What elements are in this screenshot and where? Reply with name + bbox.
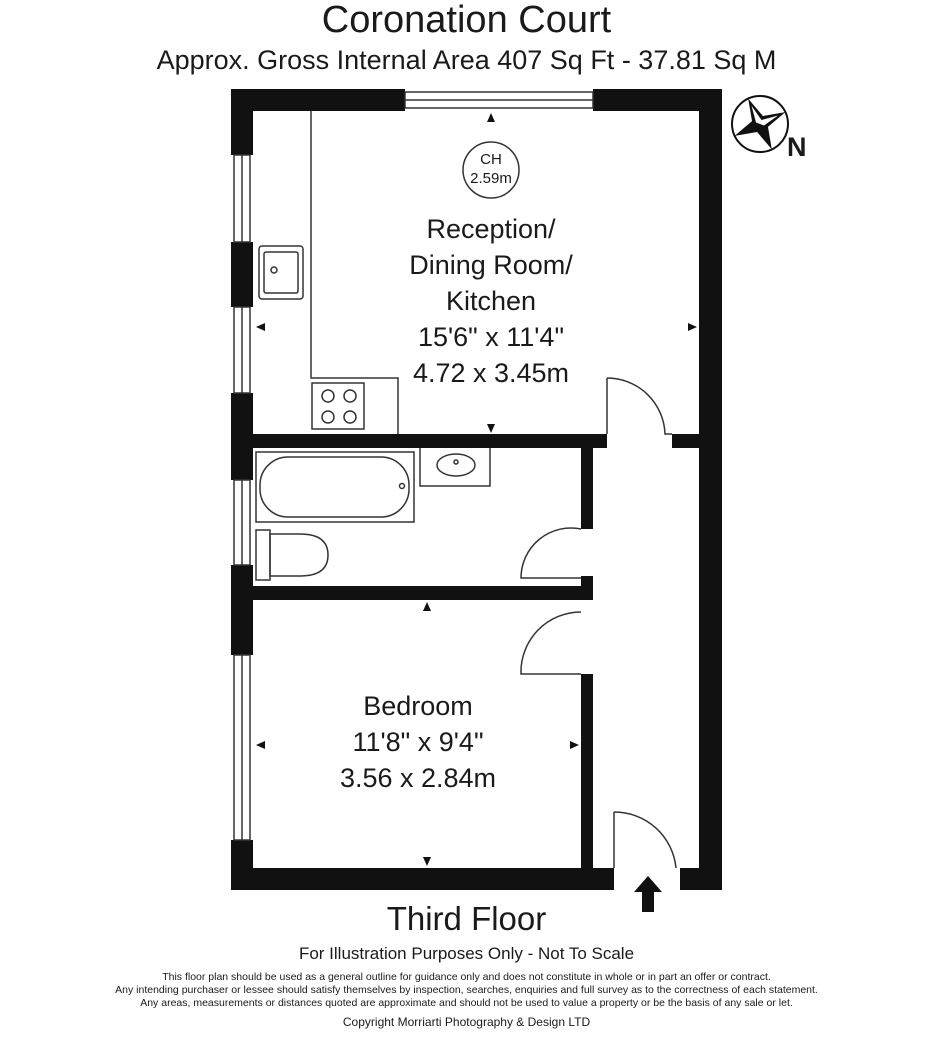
disclaimer-line-3: Any areas, measurements or distances quoted are approximate and should not be used to value a property or be the basis of any sale or let. [140, 997, 793, 1009]
north-label: N [787, 132, 807, 162]
arrow-bedroom-top [423, 602, 431, 611]
illustration-note: For Illustration Purposes Only - Not To Scale [298, 944, 635, 963]
room-label-bedroom [318, 688, 518, 796]
copyright-notice: Copyright Morriarti Photography & Design LTD [342, 1015, 591, 1029]
wall-left-2 [231, 242, 253, 307]
kitchen-hob [312, 383, 364, 429]
arrow-bedroom-left [256, 741, 265, 749]
wall-bottom-left [231, 868, 614, 890]
disclaimer-line-2: Any intending purchaser or lessee should satisfy themselves by inspection, searches, enquiries and full survey as to the correctness of each statement. [115, 984, 818, 996]
reception-name-line-3: Kitchen [445, 286, 537, 316]
wall-bathroom-hall [581, 448, 593, 529]
arrow-reception-top [487, 113, 495, 122]
wall-bottom-right [680, 868, 722, 890]
wall-left-3 [231, 393, 253, 480]
arrow-bedroom-right [570, 741, 579, 749]
ceiling-height-label [462, 150, 520, 188]
wall-left-1 [231, 89, 253, 155]
wall-bathroom-hall-lower [581, 576, 593, 600]
ceiling-height-value: 2.59m [470, 170, 512, 187]
bedroom-name: Bedroom [363, 691, 473, 721]
arrow-bedroom-bottom [423, 857, 431, 866]
wall-bathroom-bedroom [253, 586, 593, 600]
wall-reception-hall [672, 434, 699, 448]
plan-area-subtitle: Approx. Gross Internal Area 407 Sq Ft - 37.81 Sq M [156, 45, 777, 75]
wall-bedroom-hall [581, 674, 593, 868]
door-bedroom [521, 612, 581, 674]
floor-name: Third Floor [386, 900, 547, 937]
ceiling-height-title: CH [480, 151, 502, 168]
reception-name-line-2: Dining Room/ [409, 250, 573, 280]
toilet-cistern [256, 530, 270, 580]
wall-left-5 [231, 840, 253, 890]
disclaimer-line-1: This floor plan should be used as a general outline for guidance only and does not constitute in whole or in part an offer or contract. [162, 971, 771, 983]
arrow-reception-right [688, 323, 697, 331]
bathtub [256, 452, 414, 522]
reception-name-line-1: Reception/ [426, 214, 556, 244]
arrow-reception-left [256, 323, 265, 331]
bedroom-size-imperial: 11'8" x 9'4" [352, 727, 484, 757]
arrow-reception-bottom [487, 424, 495, 433]
door-bathroom [521, 528, 581, 578]
plan-title: Coronation Court [321, 0, 612, 41]
basin [437, 454, 475, 476]
room-label-reception [380, 211, 602, 391]
kitchen-sink [259, 246, 303, 299]
toilet-bowl [270, 534, 328, 576]
wall-top-left [231, 89, 405, 111]
wall-reception-bathroom [253, 434, 607, 448]
bedroom-size-metric: 3.56 x 2.84m [339, 763, 497, 793]
wall-left-4 [231, 565, 253, 655]
wall-right [699, 89, 722, 890]
reception-size-imperial: 15'6" x 11'4" [417, 322, 565, 352]
reception-size-metric: 4.72 x 3.45m [412, 358, 570, 388]
